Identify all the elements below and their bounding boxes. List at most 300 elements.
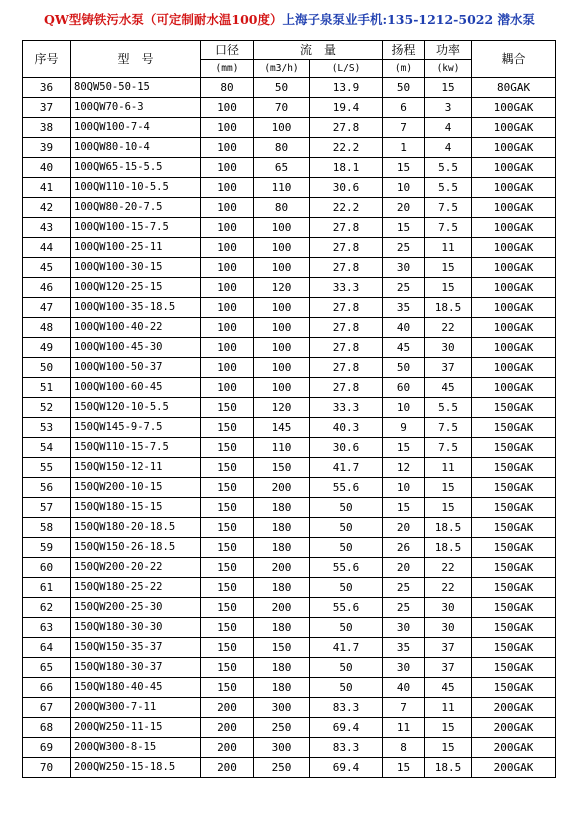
cell-flow-ls: 50 (310, 498, 383, 518)
cell-flow-m3h: 180 (254, 658, 310, 678)
cell-no: 38 (23, 118, 71, 138)
cell-coupling: 150GAK (472, 398, 556, 418)
cell-power: 5.5 (425, 178, 472, 198)
cell-power: 18.5 (425, 758, 472, 778)
cell-flow-m3h: 180 (254, 678, 310, 698)
header-model: 型 号 (71, 41, 201, 78)
cell-flow-ls: 55.6 (310, 478, 383, 498)
table-row (23, 318, 556, 338)
cell-caliber: 100 (201, 358, 254, 378)
cell-no: 50 (23, 358, 71, 378)
table-row (23, 338, 556, 358)
cell-coupling: 150GAK (472, 418, 556, 438)
cell-model: 80QW50-50-15 (71, 78, 201, 98)
header-power: 功率 (425, 41, 472, 60)
cell-no: 45 (23, 258, 71, 278)
cell-flow-ls: 50 (310, 538, 383, 558)
cell-flow-ls: 33.3 (310, 398, 383, 418)
cell-coupling: 150GAK (472, 458, 556, 478)
cell-flow-ls: 69.4 (310, 758, 383, 778)
cell-power: 37 (425, 658, 472, 678)
cell-power: 37 (425, 358, 472, 378)
cell-flow-m3h: 300 (254, 698, 310, 718)
cell-no: 46 (23, 278, 71, 298)
cell-no: 66 (23, 678, 71, 698)
cell-model: 150QW120-10-5.5 (71, 398, 201, 418)
cell-caliber: 150 (201, 498, 254, 518)
cell-model: 100QW100-30-15 (71, 258, 201, 278)
cell-no: 51 (23, 378, 71, 398)
cell-caliber: 150 (201, 618, 254, 638)
table-row (23, 178, 556, 198)
cell-caliber: 100 (201, 198, 254, 218)
cell-head: 30 (383, 658, 425, 678)
cell-power: 18.5 (425, 298, 472, 318)
cell-no: 37 (23, 98, 71, 118)
cell-head: 1 (383, 138, 425, 158)
cell-no: 68 (23, 718, 71, 738)
cell-head: 15 (383, 438, 425, 458)
page-title (0, 0, 579, 40)
cell-power: 15 (425, 718, 472, 738)
table-row (23, 738, 556, 758)
cell-no: 63 (23, 618, 71, 638)
cell-head: 7 (383, 698, 425, 718)
cell-caliber: 150 (201, 558, 254, 578)
table-row (23, 578, 556, 598)
cell-flow-m3h: 300 (254, 738, 310, 758)
cell-model: 100QW100-35-18.5 (71, 298, 201, 318)
cell-head: 60 (383, 378, 425, 398)
cell-coupling: 150GAK (472, 638, 556, 658)
cell-no: 47 (23, 298, 71, 318)
cell-flow-ls: 50 (310, 618, 383, 638)
cell-caliber: 200 (201, 698, 254, 718)
cell-flow-m3h: 110 (254, 438, 310, 458)
cell-flow-ls: 27.8 (310, 358, 383, 378)
cell-caliber: 150 (201, 598, 254, 618)
cell-no: 48 (23, 318, 71, 338)
cell-power: 22 (425, 318, 472, 338)
cell-flow-m3h: 250 (254, 758, 310, 778)
cell-flow-m3h: 65 (254, 158, 310, 178)
table-row (23, 558, 556, 578)
cell-flow-ls: 22.2 (310, 198, 383, 218)
header-coupling: 耦合 (472, 41, 556, 78)
cell-power: 15 (425, 78, 472, 98)
cell-caliber: 100 (201, 338, 254, 358)
header-no: 序号 (23, 41, 71, 78)
table-row (23, 378, 556, 398)
table-row (23, 238, 556, 258)
cell-flow-m3h: 100 (254, 218, 310, 238)
cell-flow-m3h: 150 (254, 638, 310, 658)
cell-head: 10 (383, 178, 425, 198)
cell-coupling: 100GAK (472, 198, 556, 218)
cell-coupling: 150GAK (472, 578, 556, 598)
table-row (23, 298, 556, 318)
cell-no: 62 (23, 598, 71, 618)
cell-coupling: 200GAK (472, 738, 556, 758)
cell-flow-ls: 27.8 (310, 338, 383, 358)
cell-flow-m3h: 100 (254, 298, 310, 318)
cell-model: 200QW250-15-18.5 (71, 758, 201, 778)
cell-flow-ls: 27.8 (310, 298, 383, 318)
cell-power: 11 (425, 698, 472, 718)
cell-model: 100QW100-25-11 (71, 238, 201, 258)
cell-caliber: 100 (201, 258, 254, 278)
cell-caliber: 100 (201, 118, 254, 138)
cell-coupling: 150GAK (472, 598, 556, 618)
cell-flow-m3h: 150 (254, 458, 310, 478)
cell-model: 150QW180-30-30 (71, 618, 201, 638)
cell-no: 65 (23, 658, 71, 678)
cell-caliber: 200 (201, 758, 254, 778)
cell-flow-m3h: 80 (254, 138, 310, 158)
cell-flow-ls: 19.4 (310, 98, 383, 118)
cell-model: 100QW110-10-5.5 (71, 178, 201, 198)
cell-flow-m3h: 120 (254, 278, 310, 298)
table-row (23, 538, 556, 558)
cell-no: 39 (23, 138, 71, 158)
cell-flow-m3h: 120 (254, 398, 310, 418)
cell-power: 18.5 (425, 518, 472, 538)
cell-model: 150QW150-35-37 (71, 638, 201, 658)
cell-flow-m3h: 180 (254, 538, 310, 558)
cell-power: 5.5 (425, 398, 472, 418)
cell-flow-ls: 50 (310, 518, 383, 538)
cell-power: 15 (425, 498, 472, 518)
cell-model: 150QW110-15-7.5 (71, 438, 201, 458)
unit-flow-ls: (L/S) (310, 60, 383, 78)
cell-caliber: 80 (201, 78, 254, 98)
cell-model: 200QW250-11-15 (71, 718, 201, 738)
cell-caliber: 150 (201, 658, 254, 678)
cell-caliber: 100 (201, 378, 254, 398)
cell-head: 35 (383, 638, 425, 658)
cell-power: 7.5 (425, 218, 472, 238)
table-header (23, 41, 556, 78)
table-row (23, 138, 556, 158)
cell-no: 69 (23, 738, 71, 758)
title-contact: 上海子泉泵业手机:135-1212-5022 潜水泵 (282, 12, 536, 27)
cell-head: 26 (383, 538, 425, 558)
cell-no: 54 (23, 438, 71, 458)
table-row (23, 718, 556, 738)
cell-model: 100QW70-6-3 (71, 98, 201, 118)
cell-model: 100QW100-60-45 (71, 378, 201, 398)
cell-flow-m3h: 100 (254, 258, 310, 278)
cell-flow-m3h: 250 (254, 718, 310, 738)
cell-head: 12 (383, 458, 425, 478)
cell-head: 8 (383, 738, 425, 758)
cell-no: 44 (23, 238, 71, 258)
cell-power: 5.5 (425, 158, 472, 178)
cell-no: 49 (23, 338, 71, 358)
cell-head: 9 (383, 418, 425, 438)
cell-head: 20 (383, 558, 425, 578)
cell-power: 22 (425, 578, 472, 598)
cell-power: 15 (425, 258, 472, 278)
cell-flow-m3h: 100 (254, 358, 310, 378)
cell-power: 7.5 (425, 438, 472, 458)
cell-flow-m3h: 100 (254, 118, 310, 138)
cell-coupling: 100GAK (472, 218, 556, 238)
cell-flow-m3h: 80 (254, 198, 310, 218)
cell-model: 150QW145-9-7.5 (71, 418, 201, 438)
cell-caliber: 150 (201, 518, 254, 538)
cell-flow-m3h: 180 (254, 618, 310, 638)
cell-power: 7.5 (425, 418, 472, 438)
cell-no: 57 (23, 498, 71, 518)
cell-flow-m3h: 180 (254, 498, 310, 518)
cell-flow-m3h: 200 (254, 558, 310, 578)
unit-caliber: (mm) (201, 60, 254, 78)
cell-model: 100QW100-50-37 (71, 358, 201, 378)
cell-flow-m3h: 100 (254, 338, 310, 358)
cell-caliber: 150 (201, 458, 254, 478)
cell-head: 40 (383, 678, 425, 698)
cell-model: 100QW100-15-7.5 (71, 218, 201, 238)
table-row (23, 638, 556, 658)
cell-no: 52 (23, 398, 71, 418)
cell-caliber: 150 (201, 398, 254, 418)
header-flow: 流 量 (254, 41, 383, 60)
header-caliber: 口径 (201, 41, 254, 60)
cell-coupling: 100GAK (472, 278, 556, 298)
cell-coupling: 80GAK (472, 78, 556, 98)
cell-flow-m3h: 200 (254, 598, 310, 618)
cell-caliber: 150 (201, 418, 254, 438)
cell-coupling: 150GAK (472, 558, 556, 578)
cell-no: 67 (23, 698, 71, 718)
cell-flow-m3h: 180 (254, 578, 310, 598)
cell-no: 55 (23, 458, 71, 478)
cell-caliber: 100 (201, 318, 254, 338)
cell-no: 56 (23, 478, 71, 498)
cell-flow-ls: 40.3 (310, 418, 383, 438)
cell-head: 30 (383, 258, 425, 278)
cell-model: 100QW80-20-7.5 (71, 198, 201, 218)
table-row (23, 78, 556, 98)
cell-flow-ls: 30.6 (310, 178, 383, 198)
cell-coupling: 100GAK (472, 338, 556, 358)
table-row (23, 398, 556, 418)
cell-coupling: 200GAK (472, 718, 556, 738)
cell-coupling: 150GAK (472, 518, 556, 538)
cell-flow-ls: 41.7 (310, 458, 383, 478)
cell-no: 64 (23, 638, 71, 658)
cell-flow-ls: 83.3 (310, 738, 383, 758)
cell-model: 150QW200-20-22 (71, 558, 201, 578)
table-row (23, 458, 556, 478)
cell-coupling: 150GAK (472, 498, 556, 518)
cell-head: 6 (383, 98, 425, 118)
cell-caliber: 100 (201, 278, 254, 298)
cell-flow-ls: 50 (310, 678, 383, 698)
cell-head: 45 (383, 338, 425, 358)
cell-flow-ls: 50 (310, 578, 383, 598)
table-row (23, 218, 556, 238)
cell-flow-m3h: 100 (254, 238, 310, 258)
cell-model: 100QW100-45-30 (71, 338, 201, 358)
cell-head: 25 (383, 598, 425, 618)
cell-power: 15 (425, 738, 472, 758)
cell-power: 45 (425, 378, 472, 398)
cell-model: 100QW100-40-22 (71, 318, 201, 338)
cell-coupling: 150GAK (472, 538, 556, 558)
table-row (23, 518, 556, 538)
cell-power: 11 (425, 238, 472, 258)
cell-flow-ls: 27.8 (310, 318, 383, 338)
cell-flow-m3h: 180 (254, 518, 310, 538)
cell-coupling: 100GAK (472, 298, 556, 318)
cell-coupling: 200GAK (472, 758, 556, 778)
cell-head: 40 (383, 318, 425, 338)
cell-head: 30 (383, 618, 425, 638)
cell-flow-ls: 27.8 (310, 378, 383, 398)
cell-head: 50 (383, 78, 425, 98)
cell-model: 150QW200-10-15 (71, 478, 201, 498)
cell-no: 61 (23, 578, 71, 598)
cell-coupling: 100GAK (472, 158, 556, 178)
cell-no: 41 (23, 178, 71, 198)
cell-flow-m3h: 100 (254, 378, 310, 398)
cell-flow-ls: 18.1 (310, 158, 383, 178)
cell-power: 37 (425, 638, 472, 658)
cell-flow-m3h: 200 (254, 478, 310, 498)
cell-flow-ls: 50 (310, 658, 383, 678)
cell-coupling: 150GAK (472, 438, 556, 458)
table-row (23, 678, 556, 698)
cell-no: 42 (23, 198, 71, 218)
table-row (23, 418, 556, 438)
cell-model: 150QW200-25-30 (71, 598, 201, 618)
cell-head: 15 (383, 218, 425, 238)
cell-flow-ls: 83.3 (310, 698, 383, 718)
table-row (23, 478, 556, 498)
cell-head: 10 (383, 398, 425, 418)
cell-caliber: 100 (201, 98, 254, 118)
cell-head: 25 (383, 238, 425, 258)
cell-coupling: 150GAK (472, 658, 556, 678)
table-row (23, 598, 556, 618)
table-row (23, 698, 556, 718)
cell-no: 70 (23, 758, 71, 778)
cell-no: 59 (23, 538, 71, 558)
cell-flow-ls: 27.8 (310, 218, 383, 238)
cell-flow-ls: 55.6 (310, 598, 383, 618)
unit-head: (m) (383, 60, 425, 78)
cell-caliber: 200 (201, 738, 254, 758)
cell-flow-ls: 27.8 (310, 118, 383, 138)
cell-caliber: 100 (201, 218, 254, 238)
table-row (23, 158, 556, 178)
cell-flow-ls: 27.8 (310, 238, 383, 258)
table-row (23, 438, 556, 458)
cell-no: 60 (23, 558, 71, 578)
table-row (23, 498, 556, 518)
cell-coupling: 100GAK (472, 378, 556, 398)
cell-power: 30 (425, 338, 472, 358)
table-row (23, 358, 556, 378)
cell-head: 10 (383, 478, 425, 498)
cell-power: 4 (425, 138, 472, 158)
table-row (23, 198, 556, 218)
cell-caliber: 200 (201, 718, 254, 738)
cell-caliber: 150 (201, 678, 254, 698)
cell-flow-m3h: 145 (254, 418, 310, 438)
cell-flow-m3h: 100 (254, 318, 310, 338)
cell-model: 150QW180-40-45 (71, 678, 201, 698)
cell-head: 15 (383, 498, 425, 518)
cell-head: 7 (383, 118, 425, 138)
cell-coupling: 100GAK (472, 178, 556, 198)
cell-flow-m3h: 110 (254, 178, 310, 198)
table-row (23, 118, 556, 138)
cell-model: 200QW300-7-11 (71, 698, 201, 718)
cell-coupling: 100GAK (472, 118, 556, 138)
cell-flow-ls: 13.9 (310, 78, 383, 98)
cell-caliber: 150 (201, 438, 254, 458)
cell-model: 100QW80-10-4 (71, 138, 201, 158)
cell-flow-ls: 30.6 (310, 438, 383, 458)
cell-coupling: 100GAK (472, 98, 556, 118)
cell-power: 30 (425, 618, 472, 638)
cell-no: 36 (23, 78, 71, 98)
cell-head: 15 (383, 158, 425, 178)
cell-head: 11 (383, 718, 425, 738)
cell-model: 200QW300-8-15 (71, 738, 201, 758)
cell-model: 100QW120-25-15 (71, 278, 201, 298)
unit-flow-m3h: (m3/h) (254, 60, 310, 78)
cell-power: 22 (425, 558, 472, 578)
cell-caliber: 150 (201, 578, 254, 598)
cell-head: 35 (383, 298, 425, 318)
cell-model: 150QW150-12-11 (71, 458, 201, 478)
cell-power: 30 (425, 598, 472, 618)
table-row (23, 278, 556, 298)
cell-no: 43 (23, 218, 71, 238)
cell-caliber: 100 (201, 138, 254, 158)
cell-flow-ls: 22.2 (310, 138, 383, 158)
cell-flow-m3h: 50 (254, 78, 310, 98)
cell-flow-ls: 41.7 (310, 638, 383, 658)
cell-head: 50 (383, 358, 425, 378)
cell-caliber: 100 (201, 238, 254, 258)
cell-caliber: 150 (201, 478, 254, 498)
cell-coupling: 150GAK (472, 618, 556, 638)
cell-power: 4 (425, 118, 472, 138)
unit-power: (kw) (425, 60, 472, 78)
cell-flow-ls: 69.4 (310, 718, 383, 738)
cell-flow-ls: 27.8 (310, 258, 383, 278)
cell-caliber: 100 (201, 298, 254, 318)
cell-coupling: 200GAK (472, 698, 556, 718)
cell-power: 3 (425, 98, 472, 118)
cell-caliber: 100 (201, 178, 254, 198)
cell-no: 40 (23, 158, 71, 178)
cell-model: 150QW180-15-15 (71, 498, 201, 518)
table-row (23, 258, 556, 278)
cell-flow-ls: 55.6 (310, 558, 383, 578)
cell-no: 53 (23, 418, 71, 438)
cell-head: 25 (383, 278, 425, 298)
cell-power: 45 (425, 678, 472, 698)
cell-coupling: 150GAK (472, 678, 556, 698)
cell-power: 15 (425, 478, 472, 498)
cell-coupling: 100GAK (472, 238, 556, 258)
